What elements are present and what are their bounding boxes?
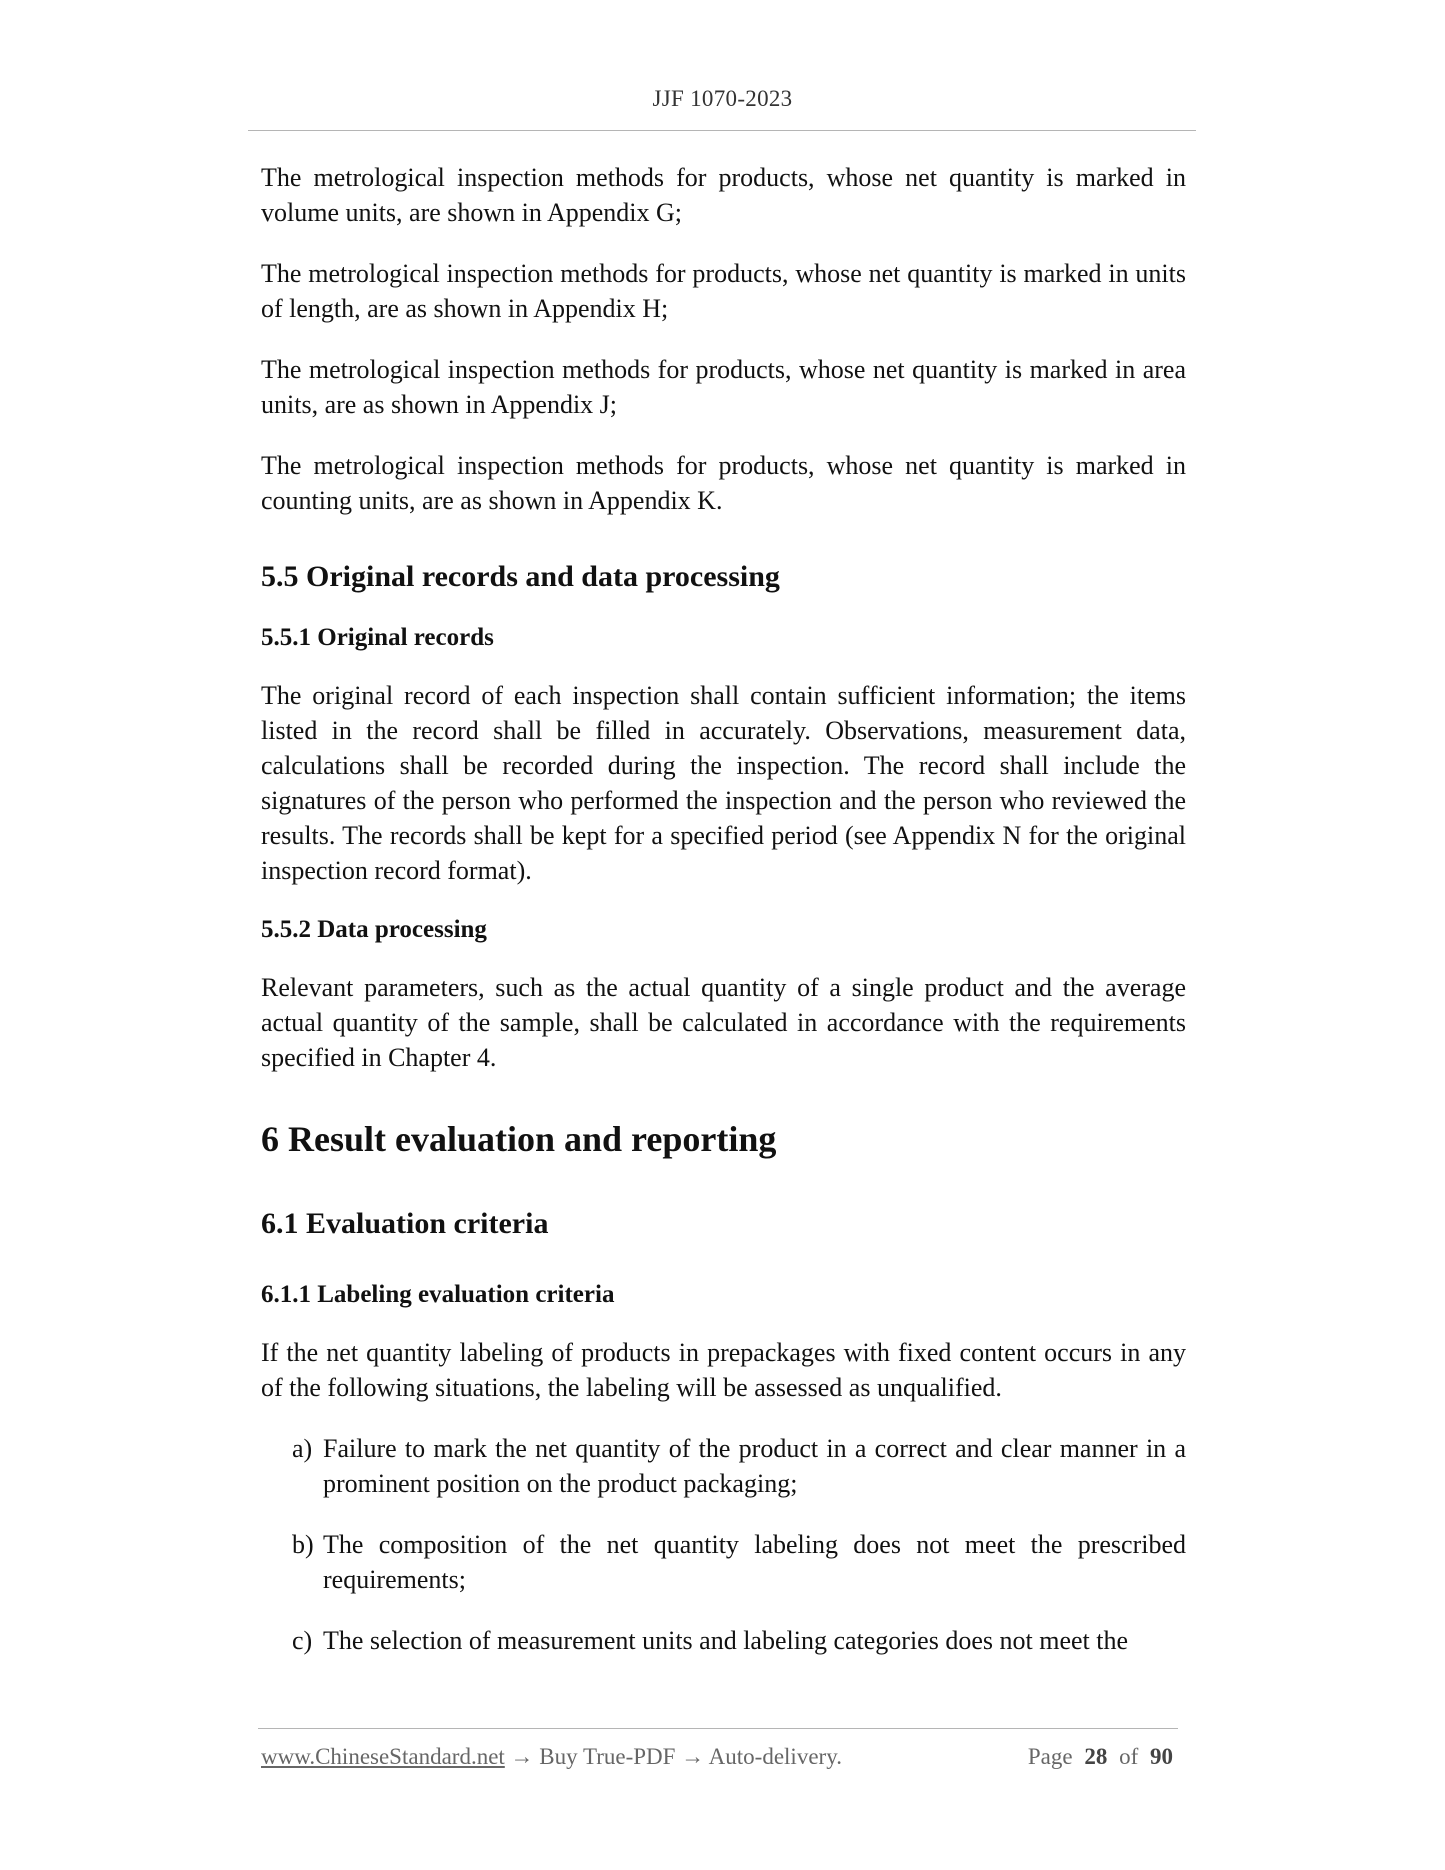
heading-5-5: 5.5 Original records and data processing bbox=[261, 560, 780, 593]
footer-promo bbox=[261, 1744, 842, 1770]
website-link[interactable]: www.ChineseStandard.net bbox=[261, 1744, 505, 1769]
paragraph-counting-units: The metrological inspection methods for products, whose net quantity is marked in counting units, are as shown in Appendix K. bbox=[261, 451, 1186, 515]
current-page-number: 28 bbox=[1084, 1744, 1108, 1769]
paragraph-labeling-intro: If the net quantity labeling of products in prepackages with fixed content occurs in any of the following situations, the labeling will be assessed as unqualified. bbox=[261, 1338, 1186, 1402]
page-label: Page bbox=[1027, 1744, 1073, 1769]
list-item-text: The selection of measurement units and labeling categories does not meet the bbox=[323, 1626, 1129, 1655]
arrow-right-icon: → bbox=[510, 1744, 534, 1769]
list-marker: c) bbox=[292, 1626, 313, 1655]
page-indicator bbox=[1028, 1744, 1179, 1770]
list-item-text: Failure to mark the net quantity of the product in a correct and clear manner in a prominent position on the product packaging; bbox=[323, 1434, 1186, 1498]
heading-5-5-2: 5.5.2 Data processing bbox=[261, 916, 487, 943]
document-code-header: JJF 1070-2023 bbox=[652, 86, 793, 111]
paragraph-original-records: The original record of each inspection shall contain sufficient information; the items listed in the record shall be filled in accurately. Observations, measurement data, calculations shall be recorded during the inspection. The record shall include the signatures of the person who performed the inspection and the person who reviewed the results. The records shall be kept for a specified period (see Appendix N for the original inspection record format). bbox=[261, 681, 1186, 885]
buy-pdf-text: Buy True-PDF bbox=[539, 1744, 676, 1769]
list-item-a bbox=[292, 1431, 1186, 1501]
heading-6-1-1: 6.1.1 Labeling evaluation criteria bbox=[261, 1281, 615, 1308]
paragraph-length-units: The metrological inspection methods for products, whose net quantity is marked in units of length, are as shown in Appendix H; bbox=[261, 259, 1186, 323]
of-label: of bbox=[1119, 1744, 1139, 1769]
paragraph-data-processing: Relevant parameters, such as the actual quantity of a single product and the average actual quantity of the sample, shall be calculated in accordance with the requirements specified in Chapter 4. bbox=[261, 973, 1186, 1072]
page-footer bbox=[261, 1744, 1179, 1770]
auto-delivery-text: Auto-delivery. bbox=[708, 1744, 842, 1769]
list-item-text: The composition of the net quantity labeling does not meet the prescribed requirements; bbox=[323, 1530, 1186, 1594]
heading-5-5-1: 5.5.1 Original records bbox=[261, 624, 494, 651]
paragraph-area-units: The metrological inspection methods for products, whose net quantity is marked in area units, are as shown in Appendix J; bbox=[261, 355, 1186, 419]
total-pages-number: 90 bbox=[1150, 1744, 1173, 1769]
heading-6-1: 6.1 Evaluation criteria bbox=[261, 1207, 549, 1240]
arrow-right-icon: → bbox=[681, 1744, 705, 1769]
list-marker: a) bbox=[292, 1434, 313, 1463]
header-divider bbox=[248, 130, 1196, 131]
footer-divider bbox=[258, 1728, 1178, 1729]
paragraph-volume-units: The metrological inspection methods for products, whose net quantity is marked in volume units, are shown in Appendix G; bbox=[261, 163, 1186, 227]
list-item-b bbox=[292, 1527, 1186, 1597]
heading-chapter-6: 6 Result evaluation and reporting bbox=[261, 1119, 777, 1159]
list-marker: b) bbox=[292, 1530, 314, 1559]
list-item-c bbox=[292, 1623, 1186, 1658]
page-content bbox=[261, 160, 1186, 1684]
